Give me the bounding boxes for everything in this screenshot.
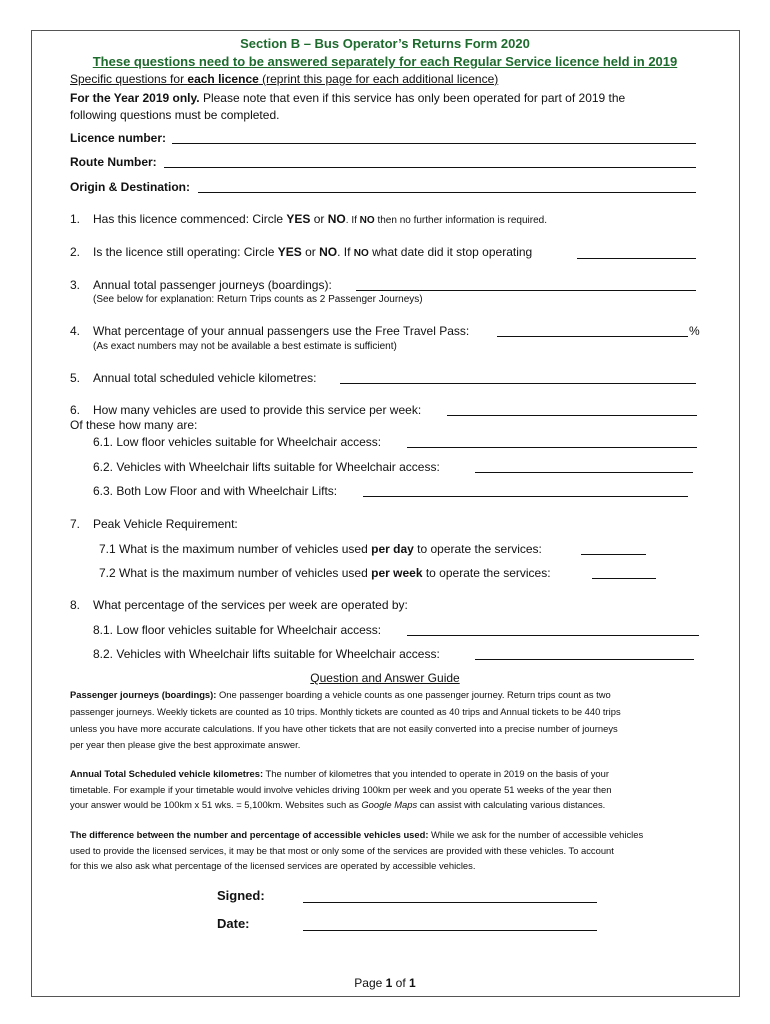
q6-1-text: 6.1. Low floor vehicles suitable for Wheelchair access: (93, 435, 382, 449)
q1-number: 1. (70, 212, 81, 226)
q6-text: How many vehicles are used to provide this service per week: (93, 403, 422, 417)
q8-2-text: 8.2. Vehicles with Wheelchair lifts suitable for Wheelchair access: (93, 647, 440, 661)
form-title: Section B – Bus Operator’s Returns Form 2020 (240, 36, 530, 51)
q5-text: Annual total scheduled vehicle kilometres: (93, 371, 317, 385)
q7-2-answer-field[interactable] (592, 578, 656, 579)
q7-1-text: 7.1 What is the maximum number of vehicles used per day to operate the services: (99, 542, 542, 556)
q3-text: Annual total passenger journeys (boardings): (93, 278, 332, 292)
route-number-label: Route Number: (70, 155, 157, 169)
guide-p1-line3: unless you have more accurate calculations. If you have other tickets that are not easily converted into a precise number of journeys (70, 723, 618, 734)
q5-number: 5. (70, 371, 81, 385)
origin-destination-label: Origin & Destination: (70, 180, 190, 194)
guide-heading: Question and Answer Guide (310, 671, 460, 685)
q7-number: 7. (70, 517, 81, 531)
specific-questions-note: Specific questions for each licence (reprint this page for each additional licence) (70, 72, 499, 86)
q5-answer-field[interactable] (340, 383, 696, 384)
licence-number-label: Licence number: (70, 131, 167, 145)
guide-p3-line1: The difference between the number and percentage of accessible vehicles used: While we ask for the number of accessible vehicles (70, 829, 644, 840)
q7-2-text: 7.2 What is the maximum number of vehicles used per week to operate the services: (99, 566, 551, 580)
q1-text: Has this licence commenced: Circle YES or NO. If NO then no further information is required. (93, 212, 547, 226)
q8-1-text: 8.1. Low floor vehicles suitable for Wheelchair access: (93, 623, 382, 637)
q8-1-answer-field[interactable] (407, 635, 699, 636)
q8-text: What percentage of the services per week are operated by: (93, 598, 408, 612)
q7-text: Peak Vehicle Requirement: (93, 517, 238, 531)
q4-note: (As exact numbers may not be available a best estimate is sufficient) (93, 341, 397, 352)
q6-3-text: 6.3. Both Low Floor and with Wheelchair Lifts: (93, 484, 338, 498)
date-field[interactable] (303, 930, 597, 931)
signed-label: Signed: (217, 888, 265, 903)
q4-number: 4. (70, 324, 81, 338)
signature-field[interactable] (303, 902, 597, 903)
q6-3-answer-field[interactable] (363, 496, 688, 497)
q8-number: 8. (70, 598, 81, 612)
q2-text: Is the licence still operating: Circle YES or NO. If NO what date did it stop operating (93, 245, 533, 259)
page-number: Page 1 of 1 (354, 976, 416, 990)
year-note: For the Year 2019 only. Please note that even if this service has only been operated for part of 2019 the (70, 91, 626, 105)
form-subtitle: These questions need to be answered separately for each Regular Service licence held in 2019 (92, 54, 678, 69)
q8-2-answer-field[interactable] (475, 659, 694, 660)
q6-answer-field[interactable] (447, 415, 697, 416)
route-number-field[interactable] (164, 167, 696, 168)
year-note-line2: following questions must be completed. (70, 108, 280, 122)
guide-p1-line4: per year then please give the best approximate answer. (70, 739, 301, 750)
q3-note: (See below for explanation: Return Trips counts as 2 Passenger Journeys) (93, 294, 423, 305)
origin-destination-field[interactable] (198, 192, 696, 193)
date-label: Date: (217, 916, 250, 931)
q3-answer-field[interactable] (356, 290, 696, 291)
guide-p1-line1: Passenger journeys (boardings): One passenger boarding a vehicle counts as one passenger journey. Return trips count as two (70, 689, 611, 700)
guide-p2-line2: timetable. For example if your timetable would involve vehicles driving 100km per week and you operate 51 weeks of the year then (70, 784, 612, 795)
guide-p1-line2: passenger journeys. Weekly tickets are counted as 10 trips. Monthly tickets are counted as 40 trips and Annual tickets to be 440 trips (70, 706, 621, 717)
q7-1-answer-field[interactable] (581, 554, 646, 555)
licence-number-field[interactable] (172, 143, 696, 144)
q2-number: 2. (70, 245, 81, 259)
q6-2-answer-field[interactable] (475, 472, 693, 473)
guide-p3-line3: for this we also ask what percentage of the licensed services are operated by accessible vehicles. (70, 860, 476, 871)
q6-of-these: Of these how many are: (70, 418, 198, 432)
q4-answer-field[interactable] (497, 336, 688, 337)
q2-stop-date-field[interactable] (577, 258, 696, 259)
q6-1-answer-field[interactable] (407, 447, 697, 448)
q6-number: 6. (70, 403, 81, 417)
q4-text: What percentage of your annual passengers use the Free Travel Pass: (93, 324, 470, 338)
guide-p2-line3: your answer would be 100km x 51 wks. = 5,100km. Websites such as Google Maps can assist with calculating various distances. (70, 799, 606, 810)
q3-number: 3. (70, 278, 81, 292)
q6-2-text: 6.2. Vehicles with Wheelchair lifts suitable for Wheelchair access: (93, 460, 440, 474)
guide-p3-line2: used to provide the licensed services, it may be that most or only some of the services are provided with these vehicles. To account (70, 845, 614, 856)
q4-percent-unit: % (689, 324, 700, 338)
guide-p2-line1: Annual Total Scheduled vehicle kilometres: The number of kilometres that you intended to operate in 2019 on the basis of your (70, 768, 609, 779)
